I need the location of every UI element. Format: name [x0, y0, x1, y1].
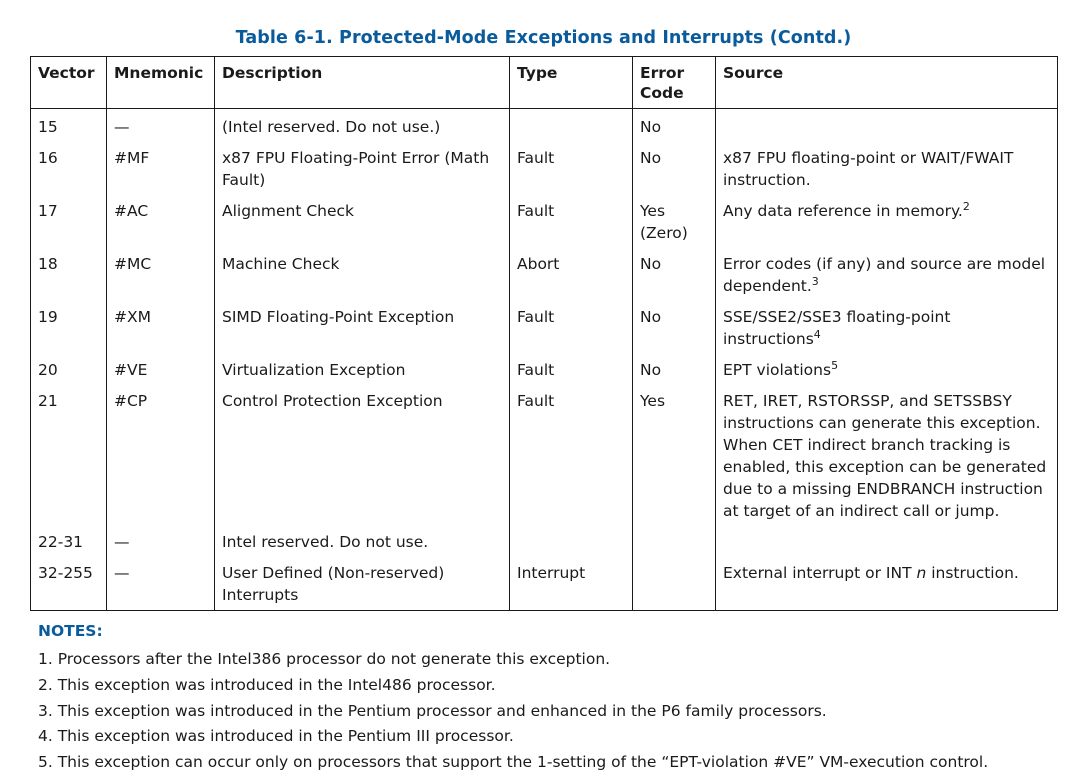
table-row — [31, 525, 1058, 556]
cell-description: Virtualization Exception — [215, 353, 510, 384]
source-text: SSE/SSE2/SSE3 floating-point instructions — [723, 308, 951, 348]
cell-mnemonic: #CP — [107, 384, 215, 525]
note-item: 2. This exception was introduced in the Intel486 processor. — [38, 675, 496, 694]
table-row — [31, 556, 1058, 611]
header-type: Type — [510, 57, 633, 109]
cell-source — [716, 109, 1058, 142]
header-vector: Vector — [31, 57, 107, 109]
cell-description: SIMD Floating-Point Exception — [215, 300, 510, 353]
source-text: Any data reference in memory. — [723, 202, 963, 220]
cell-source — [716, 525, 1058, 556]
footnote-ref: 3 — [811, 275, 819, 288]
cell-description: Control Protection Exception — [215, 384, 510, 525]
cell-mnemonic: — — [107, 556, 215, 611]
cell-vector: 17 — [31, 194, 107, 247]
cell-vector: 15 — [31, 109, 107, 142]
header-error-code-line2: Code — [640, 84, 684, 102]
note-item: 3. This exception was introduced in the Pentium processor and enhanced in the P6 family processors. — [38, 701, 827, 720]
cell-error-code: No — [633, 353, 716, 384]
header-description: Description — [215, 57, 510, 109]
table-title: Table 6-1. Protected-Mode Exceptions and Interrupts (Contd.) — [235, 28, 852, 48]
cell-description: User Defined (Non-reserved) Interrupts — [215, 556, 510, 611]
cell-description: Intel reserved. Do not use. — [215, 525, 510, 556]
note-item: 1. Processors after the Intel386 processor do not generate this exception. — [38, 650, 611, 668]
header-source: Source — [716, 57, 1058, 109]
cell-description: (Intel reserved. Do not use.) — [215, 109, 510, 142]
footnote-ref: 5 — [831, 359, 839, 372]
cell-vector: 32-255 — [31, 556, 107, 611]
cell-type: Interrupt — [510, 556, 633, 611]
exceptions-table — [30, 56, 1058, 611]
table-row — [31, 109, 1058, 142]
cell-error-code: No — [633, 141, 716, 194]
cell-type: Fault — [510, 353, 633, 384]
cell-description: Machine Check — [215, 247, 510, 300]
cell-error-code — [633, 194, 716, 247]
cell-error-code: No — [633, 247, 716, 300]
cell-error-code — [633, 525, 716, 556]
cell-type: Fault — [510, 194, 633, 247]
cell-mnemonic: #MF — [107, 141, 215, 194]
source-text: EPT violations — [723, 361, 832, 379]
cell-vector: 20 — [31, 353, 107, 384]
cell-mnemonic: — — [107, 525, 215, 556]
cell-mnemonic: #AC — [107, 194, 215, 247]
source-text-end: instruction. — [926, 564, 1019, 582]
cell-source — [716, 194, 1058, 247]
header-mnemonic: Mnemonic — [107, 57, 215, 109]
table-row — [31, 353, 1058, 384]
cell-source: RET, IRET, RSTORSSP, and SETSSBSY instructions can generate this exception. When CET indirect branch tracking is enabled, this exception can be generated due to a missing ENDBRANCH instruction at target of an indirect call or jump. — [716, 384, 1058, 525]
cell-source — [716, 300, 1058, 353]
cell-description: x87 FPU Floating-Point Error (Math Fault) — [215, 141, 510, 194]
cell-mnemonic: #VE — [107, 353, 215, 384]
cell-mnemonic: — — [107, 109, 215, 142]
cell-source: x87 FPU floating-point or WAIT/FWAIT instruction. — [716, 141, 1058, 194]
cell-vector: 21 — [31, 384, 107, 525]
cell-type: Fault — [510, 141, 633, 194]
cell-error-code: No — [633, 300, 716, 353]
table-row — [31, 384, 1058, 525]
cell-vector: 19 — [31, 300, 107, 353]
notes-list — [38, 647, 988, 776]
source-text: External interrupt or INT — [723, 564, 917, 582]
cell-description: Alignment Check — [215, 194, 510, 247]
cell-type: Fault — [510, 384, 633, 525]
table-row — [31, 247, 1058, 300]
table-header-row — [31, 57, 1058, 109]
cell-error-code: Yes — [633, 384, 716, 525]
footnote-ref: 4 — [813, 328, 821, 341]
table-row — [31, 300, 1058, 353]
cell-type — [510, 109, 633, 142]
cell-mnemonic: #XM — [107, 300, 215, 353]
note-item: 4. This exception was introduced in the Pentium III processor. — [38, 727, 514, 746]
cell-vector: 18 — [31, 247, 107, 300]
source-text: Error codes (if any) and source are model dependent. — [723, 255, 1046, 295]
footnote-ref: 2 — [962, 200, 970, 213]
header-error-code — [633, 57, 716, 109]
cell-source — [716, 556, 1058, 611]
cell-error-code — [633, 556, 716, 611]
cell-source — [716, 353, 1058, 384]
cell-type — [510, 525, 633, 556]
error-code-text: Yes (Zero) — [640, 202, 688, 242]
cell-vector: 16 — [31, 141, 107, 194]
cell-type: Fault — [510, 300, 633, 353]
cell-error-code: No — [633, 109, 716, 142]
note-item: 5. This exception can occur only on processors that support the 1-setting of the “EPT-violation #VE” VM-execution control. — [38, 753, 989, 772]
cell-vector: 22-31 — [31, 525, 107, 556]
header-error-code-line1: Error — [640, 64, 685, 82]
cell-source — [716, 247, 1058, 300]
table-row — [31, 141, 1058, 194]
cell-type: Abort — [510, 247, 633, 300]
table-row — [31, 194, 1058, 247]
notes-title: NOTES: — [38, 622, 103, 640]
cell-mnemonic: #MC — [107, 247, 215, 300]
source-italic: n — [916, 564, 927, 582]
